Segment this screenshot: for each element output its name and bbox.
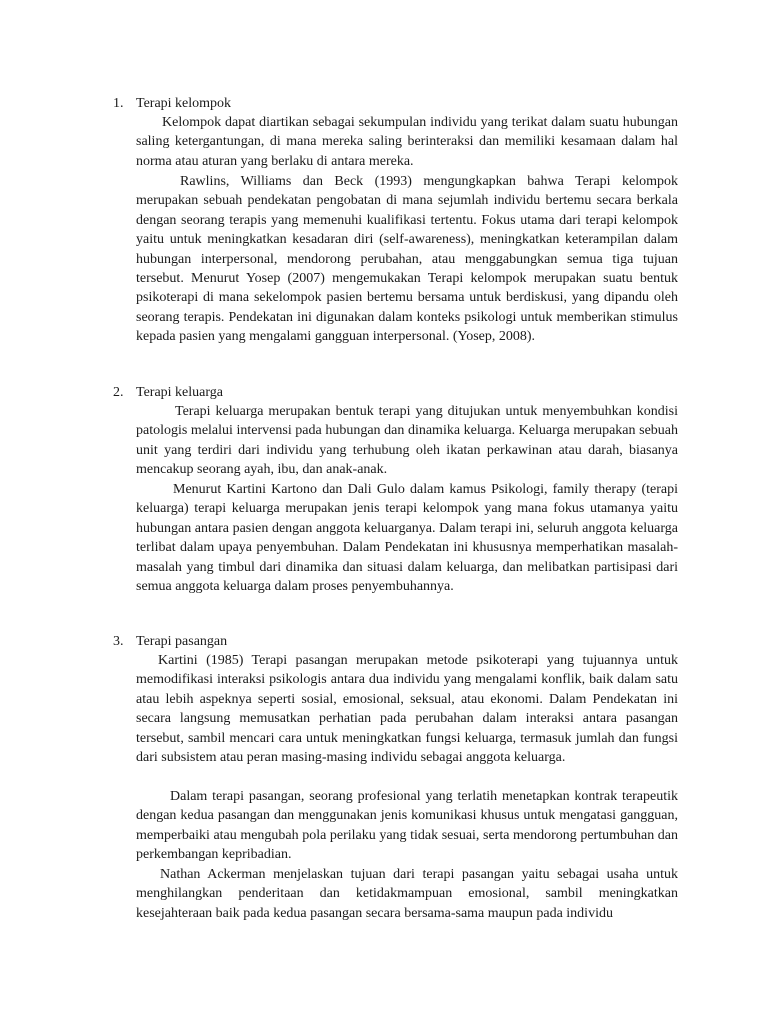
paragraph: Kartini (1985) Terapi pasangan merupakan metode psikoterapi yang tujuannya untuk memodifikasi interaksi psikologis antara dua individu yang mengalami konflik, baik dalam satu atau lebih aspeknya seperti sosial, emosional, seksual, atau ekonomi. Dalam Pendekatan ini secara langsung memusatkan perhatian pada perubahan dalam interaksi antara pasangan tersebut, sambil mencari cara untuk meningkatkan fungsi keluarga, termasuk jumlah dan fungsi dari subsistem atau peran masing-masing individu sebagai anggota keluarga. bbox=[136, 653, 678, 766]
list-number: 1. bbox=[113, 96, 124, 111]
section-heading bbox=[113, 632, 227, 651]
list-number: 2. bbox=[113, 385, 124, 400]
section-title: Terapi pasangan bbox=[136, 634, 228, 649]
paragraph: Rawlins, Williams dan Beck (1993) mengungkapkan bahwa Terapi kelompok merupakan sebuah pendekatan pengobatan di mana sejumlah individu bertemu secara berkala dengan seorang terapis yang memenuhi kualifikasi tertentu. Fokus utama dari terapi kelompok yaitu untuk meningkatkan kesadaran diri (self-awareness), meningkatkan keterampilan dalam hubungan interpersonal, mendorong perubahan, atau menggabungkan semua tiga tujuan tersebut. Menurut Yosep (2007) mengemukakan Terapi kelompok merupakan suatu bentuk psikoterapi di mana sekelompok pasien bertemu bersama untuk berdiskusi, yang dipandu oleh seorang terapis. Pendekatan ini digunakan dalam konteks psikologi untuk memberikan stimulus kepada pasien yang mengalami gangguan interpersonal. (Yosep, 2008). bbox=[136, 174, 678, 345]
section-title: Terapi keluarga bbox=[136, 385, 223, 400]
paragraph: Menurut Kartini Kartono dan Dali Gulo dalam kamus Psikologi, family therapy (terapi keluarga) terapi keluarga merupakan jenis terapi kelompok yang mana fokus utamanya yaitu hubungan antara pasien dengan anggota keluarganya. Dalam terapi ini, seluruh anggota keluarga terlibat dalam upaya penyembuhan. Dalam Pendekatan ini khususnya memperhatikan masalah-masalah yang timbul dari dinamika dan situasi dalam keluarga, dan melibatkan partisipasi dari semua anggota keluarga dalam proses penyembuhannya. bbox=[136, 482, 678, 595]
paragraph: Kelompok dapat diartikan sebagai sekumpulan individu yang terikat dalam suatu hubungan saling ketergantungan, di mana mereka saling berinteraksi dan memiliki kesamaan dalam hal norma atau aturan yang berlaku di antara mereka. bbox=[136, 115, 678, 169]
section-heading bbox=[113, 383, 223, 402]
paragraph: Terapi keluarga merupakan bentuk terapi yang ditujukan untuk menyembuhkan kondisi patologis melalui intervensi pada hubungan dan dinamika keluarga. Keluarga merupakan sebuah unit yang terdiri dari individu yang terhubung oleh ikatan perkawinan atau darah, biasanya mencakup seorang ayah, ibu, dan anak-anak. bbox=[136, 404, 678, 478]
section-title: Terapi kelompok bbox=[136, 96, 232, 111]
paragraph: Dalam terapi pasangan, seorang profesional yang terlatih menetapkan kontrak terapeutik dengan kedua pasangan dan menggunakan jenis komunikasi khusus untuk mengatasi gangguan, memperbaiki atau mengubah pola perilaku yang tidak sesuai, serta mendorong pertumbuhan dan perkembangan kepribadian. bbox=[136, 789, 678, 863]
section-heading bbox=[113, 94, 231, 113]
paragraph: Nathan Ackerman menjelaskan tujuan dari terapi pasangan yaitu sebagai usaha untuk menghilangkan penderitaan dan ketidakmampuan emosional, sambil meningkatkan kesejahteraan baik pada kedua pasangan secara bersama-sama maupun pada individu bbox=[136, 867, 678, 921]
list-number: 3. bbox=[113, 634, 124, 649]
